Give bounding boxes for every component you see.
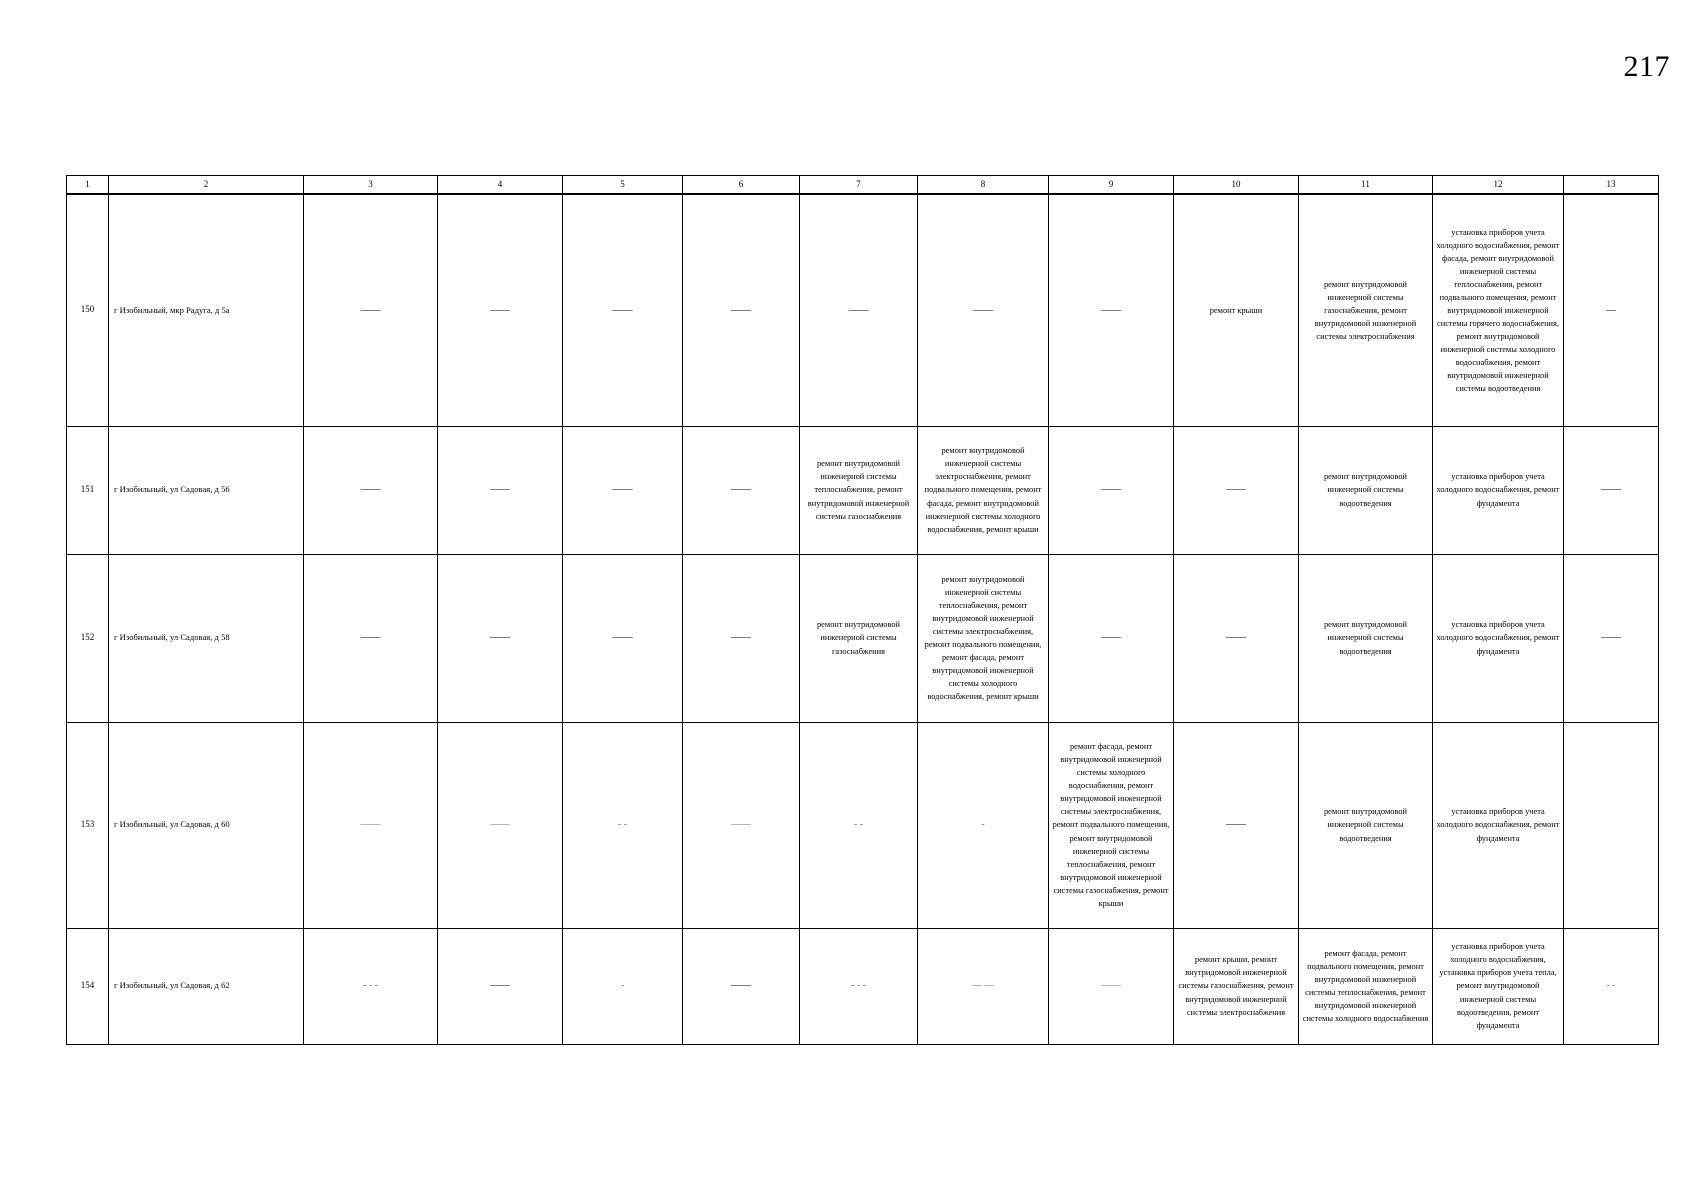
page-number: 217 [1623,50,1670,83]
table-cell: —— [1564,554,1659,722]
table-cell: — — [918,928,1049,1044]
column-header: 9 [1049,176,1174,195]
table-cell: ремонт крыши [1174,194,1299,426]
table-cell: ремонт внутридомовой инженерной системы теплоснабжения, ремонт внутридомовой инженерной системы электроснабжения, ремонт подвального помещения, ремонт фасада, ремонт внутридомовой инженерной системы холодного водоснабжения, ремонт крыши [918,554,1049,722]
table-cell: установка приборов учета холодного водоснабжения, ремонт фундамента [1433,426,1564,554]
column-header: 13 [1564,176,1659,195]
column-header: 10 [1174,176,1299,195]
table-cell: - - [563,722,683,928]
table-cell: —— [800,194,918,426]
column-header: 6 [683,176,800,195]
table-cell: - [563,928,683,1044]
table-cell: —— [304,554,438,722]
table-cell: - - - [800,928,918,1044]
table-cell: —— [563,554,683,722]
table-cell: —— [1049,554,1174,722]
table-row [67,554,1659,722]
column-number-header-row [67,176,1659,195]
column-header: 4 [438,176,563,195]
table-cell: —— [1049,194,1174,426]
table-cell: ремонт внутридомовой инженерной системы газоснабжения, ремонт внутридомовой инженерной системы электроснабжения [1299,194,1433,426]
column-header: 8 [918,176,1049,195]
table-cell: ремонт фасада, ремонт внутридомовой инженерной системы холодного водоснабжения, ремонт внутридомовой инженерной системы электроснабжения, ремонт подвального помещения, ремонт внутридомовой инженерной системы теплоснабжения, ремонт внутридомовой инженерной системы газоснабжения, ремонт крыши [1049,722,1174,928]
table-row [67,194,1659,426]
table-cell: —— [1174,426,1299,554]
repair-schedule-table [66,175,1659,1045]
table-cell: —— [918,194,1049,426]
column-header: 3 [304,176,438,195]
table-row [67,928,1659,1044]
table-cell: ремонт фасада, ремонт подвального помещения, ремонт внутридомовой инженерной системы теплоснабжения, ремонт внутридомовой инженерной системы холодного водоснабжения [1299,928,1433,1044]
table-cell: - - [800,722,918,928]
table-cell: —— [1049,928,1174,1044]
address-cell: г Изобильный, мкр Радуга, д 5а [109,194,304,426]
column-header: 7 [800,176,918,195]
table-cell: —— [438,554,563,722]
column-header: 12 [1433,176,1564,195]
table-cell: установка приборов учета холодного водоснабжения, ремонт фундамента [1433,554,1564,722]
table-cell: —— [683,426,800,554]
table-cell: установка приборов учета холодного водоснабжения, установка приборов учета тепла, ремонт внутридомовой инженерной системы водоотведения, ремонт фундамента [1433,928,1564,1044]
table-cell: —— [1174,722,1299,928]
address-cell: г Изобильный, ул Садовая, д 62 [109,928,304,1044]
table-cell: —— [683,928,800,1044]
table-cell: - - [1564,928,1659,1044]
table-row [67,722,1659,928]
table-cell: —— [438,928,563,1044]
table-cell: —— [563,426,683,554]
table-cell: —— [1174,554,1299,722]
table-cell: ремонт внутридомовой инженерной системы теплоснабжения, ремонт внутридомовой инженерной системы газоснабжения [800,426,918,554]
table-cell [1564,722,1659,928]
row-number: 154 [67,928,109,1044]
table-cell: —— [683,194,800,426]
row-number: 150 [67,194,109,426]
row-number: 153 [67,722,109,928]
table-cell: ремонт крыши, ремонт внутридомовой инженерной системы газоснабжения, ремонт внутридомовой инженерной системы электроснабжения [1174,928,1299,1044]
address-cell: г Изобильный, ул Садовая, д 60 [109,722,304,928]
row-number: 152 [67,554,109,722]
row-number: 151 [67,426,109,554]
table-cell: —— [438,426,563,554]
table-cell: —— [683,554,800,722]
table-cell: установка приборов учета холодного водоснабжения, ремонт фундамента [1433,722,1564,928]
table-cell: —— [1049,426,1174,554]
table-row [67,426,1659,554]
table-cell: ремонт внутридомовой инженерной системы электроснабжения, ремонт подвального помещения, ремонт фасада, ремонт внутридомовой инженерной системы холодного водоснабжения, ремонт крыши [918,426,1049,554]
table-cell: - [918,722,1049,928]
table-cell: —— [438,722,563,928]
table-cell: установка приборов учета холодного водоснабжения, ремонт фасада, ремонт внутридомовой инженерной системы теплоснабжения, ремонт подвального помещения, ремонт внутридомовой инженерной системы горячего водоснабжения, ремонт внутридомовой инженерной системы холодного водоснабжения, ремонт внутридомовой инженерной системы водоотведения [1433,194,1564,426]
table-cell: —— [438,194,563,426]
table-cell: — [1564,194,1659,426]
column-header: 1 [67,176,109,195]
table-cell: —— [563,194,683,426]
table-cell: —— [304,194,438,426]
table-cell: —— [1564,426,1659,554]
table-cell: ремонт внутридомовой инженерной системы водоотведения [1299,554,1433,722]
table-cell: —— [304,722,438,928]
address-cell: г Изобильный, ул Садовая, д 58 [109,554,304,722]
address-cell: г Изобильный, ул Садовая, д 56 [109,426,304,554]
table-cell: - - - [304,928,438,1044]
table-cell: ремонт внутридомовой инженерной системы водоотведения [1299,722,1433,928]
table-cell: —— [304,426,438,554]
table-cell: —— [683,722,800,928]
table-cell: ремонт внутридомовой инженерной системы газоснабжения [800,554,918,722]
column-header: 2 [109,176,304,195]
column-header: 11 [1299,176,1433,195]
table-cell: ремонт внутридомовой инженерной системы водоотведения [1299,426,1433,554]
column-header: 5 [563,176,683,195]
